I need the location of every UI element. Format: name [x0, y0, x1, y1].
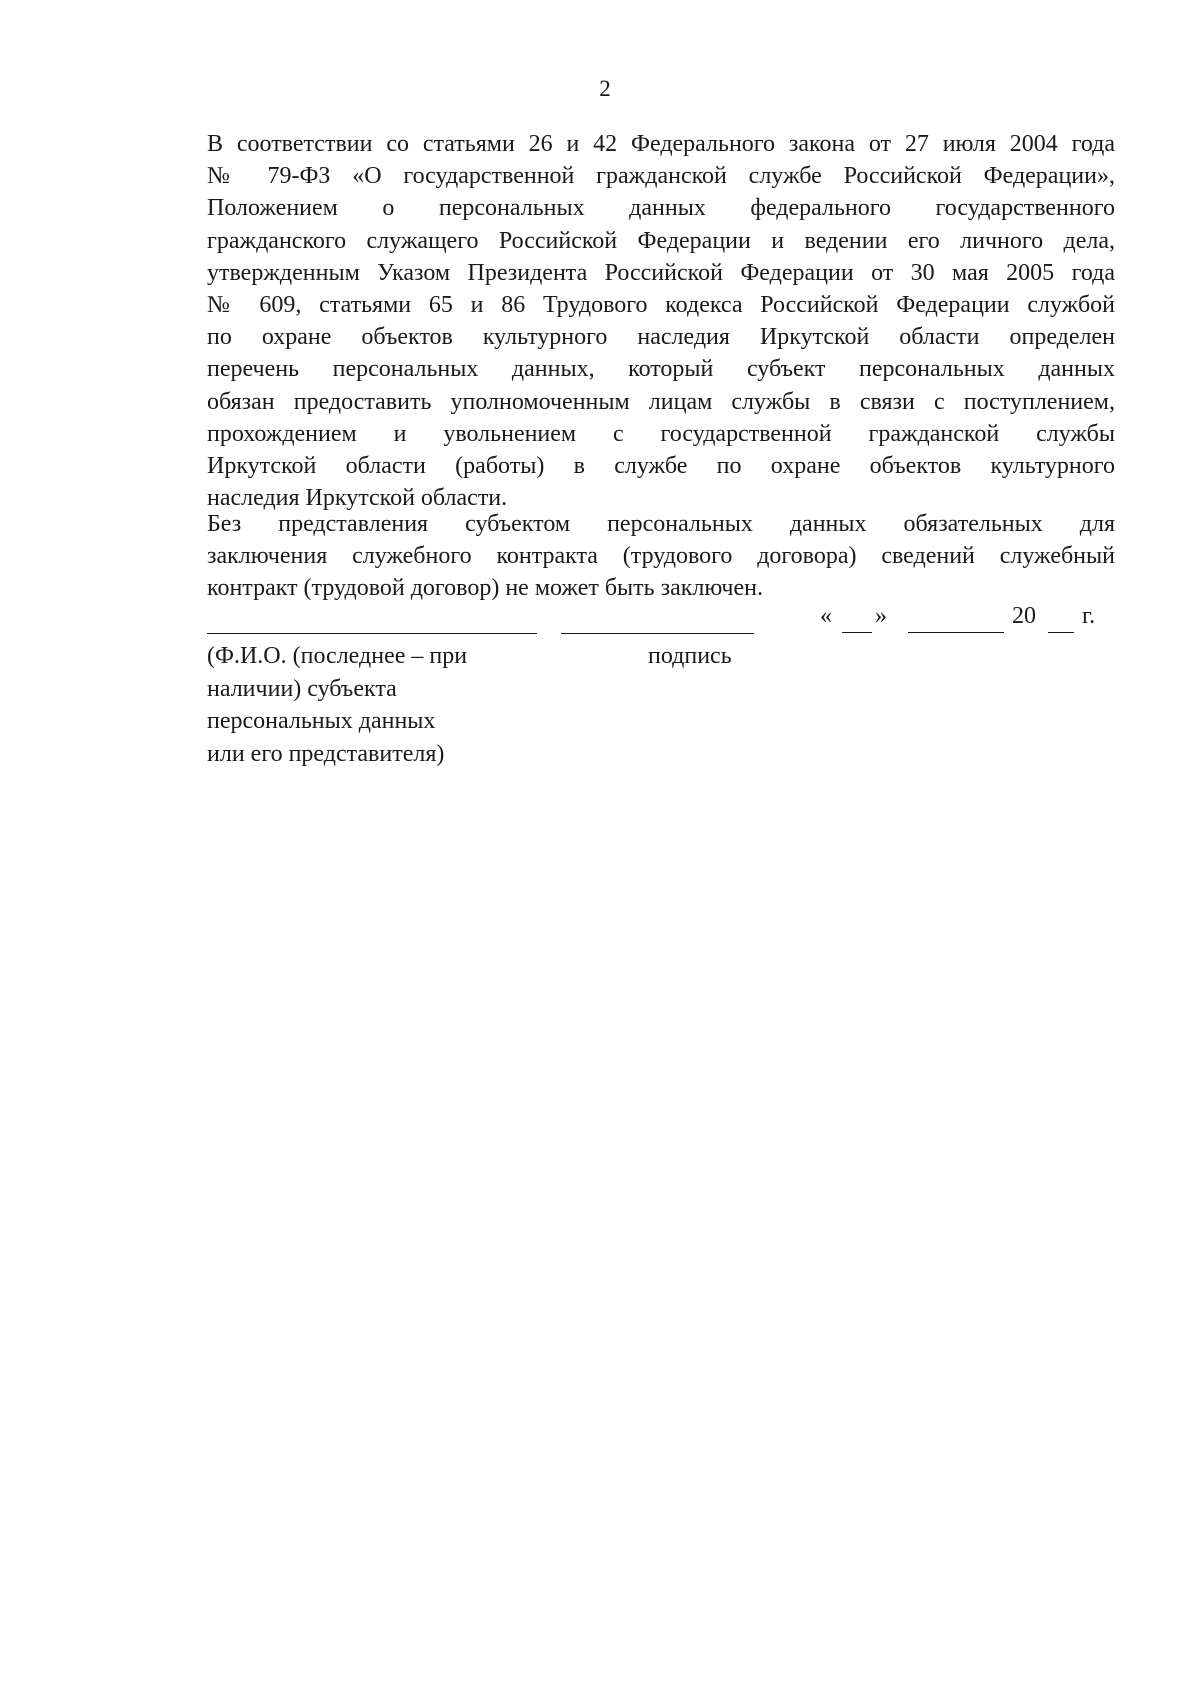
year-fill-line[interactable] [1048, 631, 1074, 633]
text-line: по охране объектов культурного наследия Иркутской области определен [207, 324, 1115, 351]
text-line: № 609, статьями 65 и 86 Трудового кодекса Российской Федерации службой [207, 292, 1115, 319]
page-number: 2 [599, 76, 611, 101]
day-fill-line[interactable] [842, 631, 872, 633]
text-line: Положением о персональных данных федерального государственного [207, 195, 1115, 222]
consequences-paragraph [207, 508, 1115, 605]
caption-line: персональных данных [207, 708, 436, 734]
signature-row [0, 603, 1200, 643]
text-line: Без представления субъектом персональных данных обязательных для [207, 511, 1115, 537]
text-line: заключения служебного контракта (трудового договора) сведений служебный [207, 543, 1115, 570]
name-caption [207, 640, 527, 770]
caption-line: наличии) субъекта [207, 675, 397, 702]
caption-line: или его представителя) [207, 740, 445, 767]
text-line: перечень персональных данных, который субъект персональных данных [207, 356, 1115, 383]
text-line: № 79-ФЗ «О государственной гражданской службе Российской Федерации», [207, 163, 1115, 190]
text-line: контракт (трудовой договор) не может быть заключен. [207, 575, 763, 602]
text-line: обязан предоставить уполномоченным лицам службы в связи с поступлением, [207, 388, 1115, 415]
text-line: гражданского служащего Российской Федерации и ведении его личного дела, [207, 227, 1115, 254]
date-close-quote: » [875, 603, 887, 629]
text-line: В соответствии со статьями 26 и 42 Федерального закона от 27 июля 2004 года [207, 131, 1115, 157]
text-line: Иркутской области (работы) в службе по охране объектов культурного [207, 453, 1115, 480]
signature-caption: подпись [648, 643, 732, 669]
date-year-unit: г. [1082, 603, 1096, 629]
text-line: наследия Иркутской области. [207, 485, 508, 512]
text-line: утвержденным Указом Президента Российской Федерации от 30 мая 2005 года [207, 259, 1115, 286]
date-century: 20 [1012, 603, 1036, 629]
date-field [820, 603, 1120, 637]
month-fill-line[interactable] [908, 631, 1004, 633]
text-line: прохождением и увольнением с государственной гражданской службы [207, 420, 1115, 447]
name-fill-line[interactable] [207, 632, 537, 634]
signature-fill-line[interactable] [561, 632, 754, 634]
caption-line: (Ф.И.О. (последнее – при [207, 643, 468, 669]
date-open-quote: « [820, 603, 832, 629]
consent-legal-basis-paragraph [207, 128, 1115, 514]
